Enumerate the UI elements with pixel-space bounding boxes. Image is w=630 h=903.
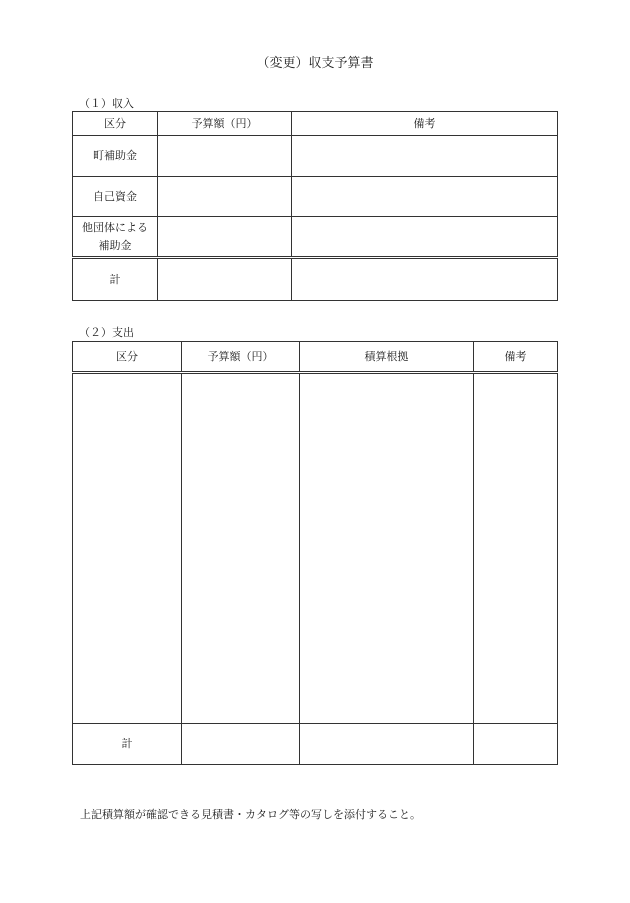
income-total-remarks-cell[interactable] bbox=[292, 258, 558, 301]
expense-table bbox=[72, 341, 558, 765]
expense-amount-cell[interactable] bbox=[182, 373, 300, 724]
expense-total-amount-cell[interactable] bbox=[182, 724, 300, 765]
income-row-label bbox=[73, 217, 158, 258]
income-remarks-cell[interactable] bbox=[292, 136, 558, 177]
income-total-label: 計 bbox=[73, 258, 158, 301]
expense-header-basis: 積算根拠 bbox=[300, 342, 474, 373]
expense-body-row bbox=[73, 373, 558, 724]
income-total-row bbox=[73, 258, 558, 301]
expense-total-remarks-cell[interactable] bbox=[474, 724, 558, 765]
income-row-other-subsidy bbox=[73, 217, 558, 258]
expense-header-row bbox=[73, 342, 558, 373]
expense-remarks-cell[interactable] bbox=[474, 373, 558, 724]
income-row-label: 町補助金 bbox=[73, 136, 158, 177]
income-header-remarks: 備考 bbox=[292, 112, 558, 136]
expense-category-cell[interactable] bbox=[73, 373, 182, 724]
income-header-amount: 予算額（円） bbox=[158, 112, 292, 136]
expense-total-basis-cell[interactable] bbox=[300, 724, 474, 765]
expense-header-remarks: 備考 bbox=[474, 342, 558, 373]
income-table bbox=[72, 111, 558, 301]
page-title: （変更）収支予算書 bbox=[256, 56, 374, 71]
expense-basis-cell[interactable] bbox=[300, 373, 474, 724]
income-heading: （１）収入 bbox=[79, 97, 134, 110]
income-row-own-funds bbox=[73, 177, 558, 217]
expense-header-amount: 予算額（円） bbox=[182, 342, 300, 373]
income-remarks-cell[interactable] bbox=[292, 217, 558, 258]
attachment-note: 上記積算額が確認できる見積書・カタログ等の写しを添付すること。 bbox=[80, 808, 421, 821]
income-row-label-line1: 他団体による bbox=[82, 220, 148, 234]
income-header-category: 区分 bbox=[73, 112, 158, 136]
income-total-amount-cell[interactable] bbox=[158, 258, 292, 301]
expense-total-label: 計 bbox=[73, 724, 182, 765]
income-row-label-line2: 補助金 bbox=[98, 238, 132, 252]
expense-header-category: 区分 bbox=[73, 342, 182, 373]
income-row-town-subsidy bbox=[73, 136, 558, 177]
income-amount-cell[interactable] bbox=[158, 136, 292, 177]
expense-total-row bbox=[73, 724, 558, 765]
expense-heading: （２）支出 bbox=[79, 326, 134, 339]
income-row-label: 自己資金 bbox=[73, 177, 158, 217]
income-header-row bbox=[73, 112, 558, 136]
income-amount-cell[interactable] bbox=[158, 177, 292, 217]
income-amount-cell[interactable] bbox=[158, 217, 292, 258]
income-remarks-cell[interactable] bbox=[292, 177, 558, 217]
